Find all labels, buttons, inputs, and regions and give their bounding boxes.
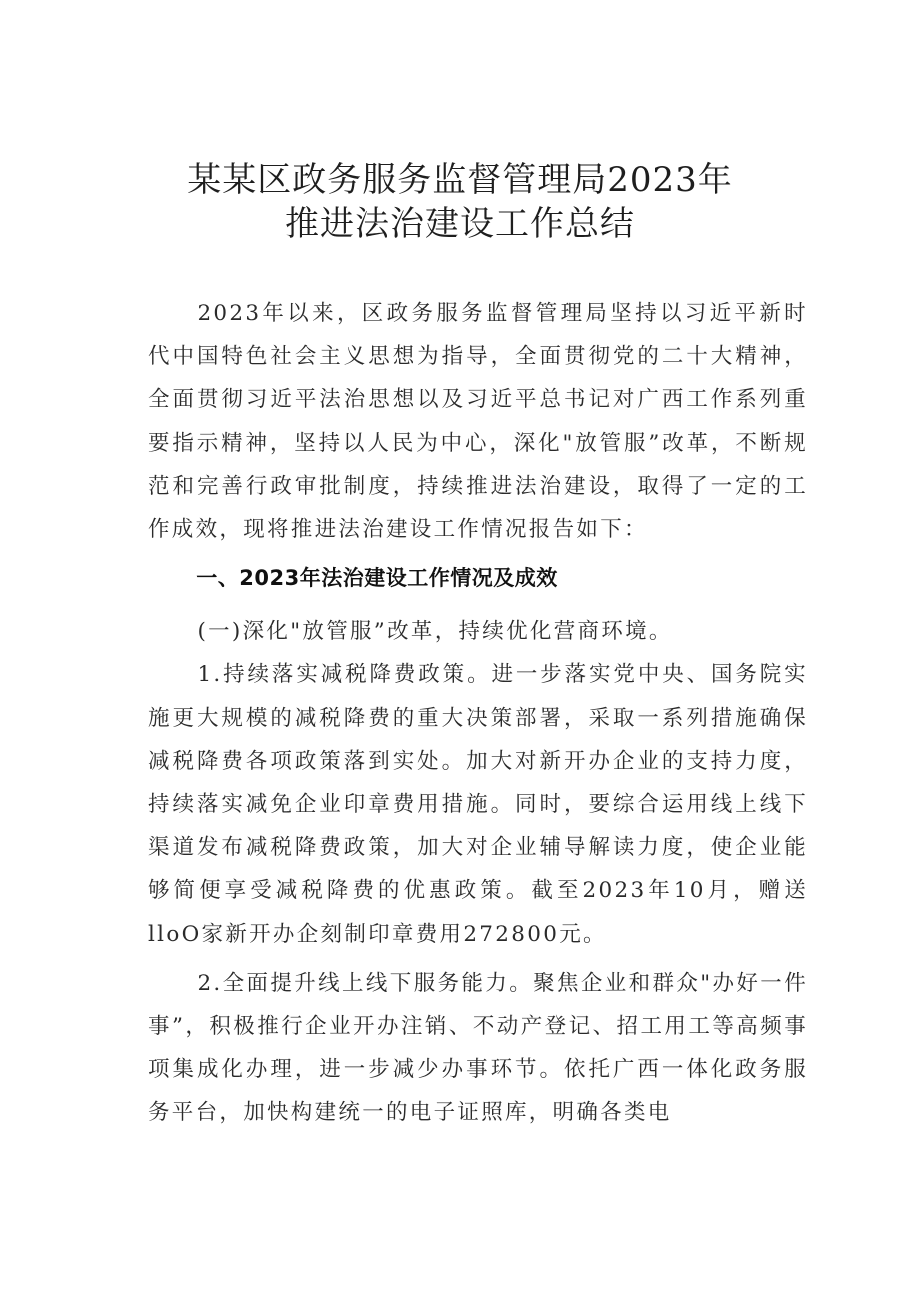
item-paragraph-1: 1.持续落实减税降费政策。进一步落实党中央、国务院实施更大规模的减税降费的重大决策部署，采取一系列措施确保减税降费各项政策落到实处。加大对新开办企业的支持力度，持续落实减免企业印章费用措施。同时，要综合运用线上线下渠道发布减税降费政策，加大对企业辅导解读力度，使企业能够简便享受减税降费的优惠政策。截至2023年10月，赠送lloO家新开办企刻制印章费用272800元。: [148, 662, 808, 947]
document-title: [0, 158, 920, 246]
intro-paragraph: 2023年以来，区政务服务监督管理局坚持以习近平新时代中国特色社会主义思想为指导，全面贯彻党的二十大精神，全面贯彻习近平法治思想以及习近平总书记对广西工作系列重要指示精神，坚持以人民为中心，深化"放管服”改革，不断规范和完善行政审批制度，持续推进法治建设，取得了一定的工作成效，现将推进法治建设工作情况报告如下：: [148, 301, 808, 543]
document-body: [148, 292, 808, 1135]
subsection-heading: (一)深化"放管服”改革，持续优化营商环境。: [197, 619, 673, 645]
item-paragraph-2: 2.全面提升线上线下服务能力。聚焦企业和群众"办好一件事”，积极推行企业开办注销、不动产登记、招工用工等高频事项集成化办理，进一步减少办事环节。依托广西一体化政务服务平台，加快构建统一的电子证照库，明确各类电: [148, 970, 808, 1126]
title-line-1: 某某区政务服务监督管理局2023年: [187, 160, 733, 200]
title-line-2: 推进法治建设工作总结: [285, 204, 635, 244]
section-heading: 一、2023年法治建设工作情况及成效: [196, 566, 558, 591]
